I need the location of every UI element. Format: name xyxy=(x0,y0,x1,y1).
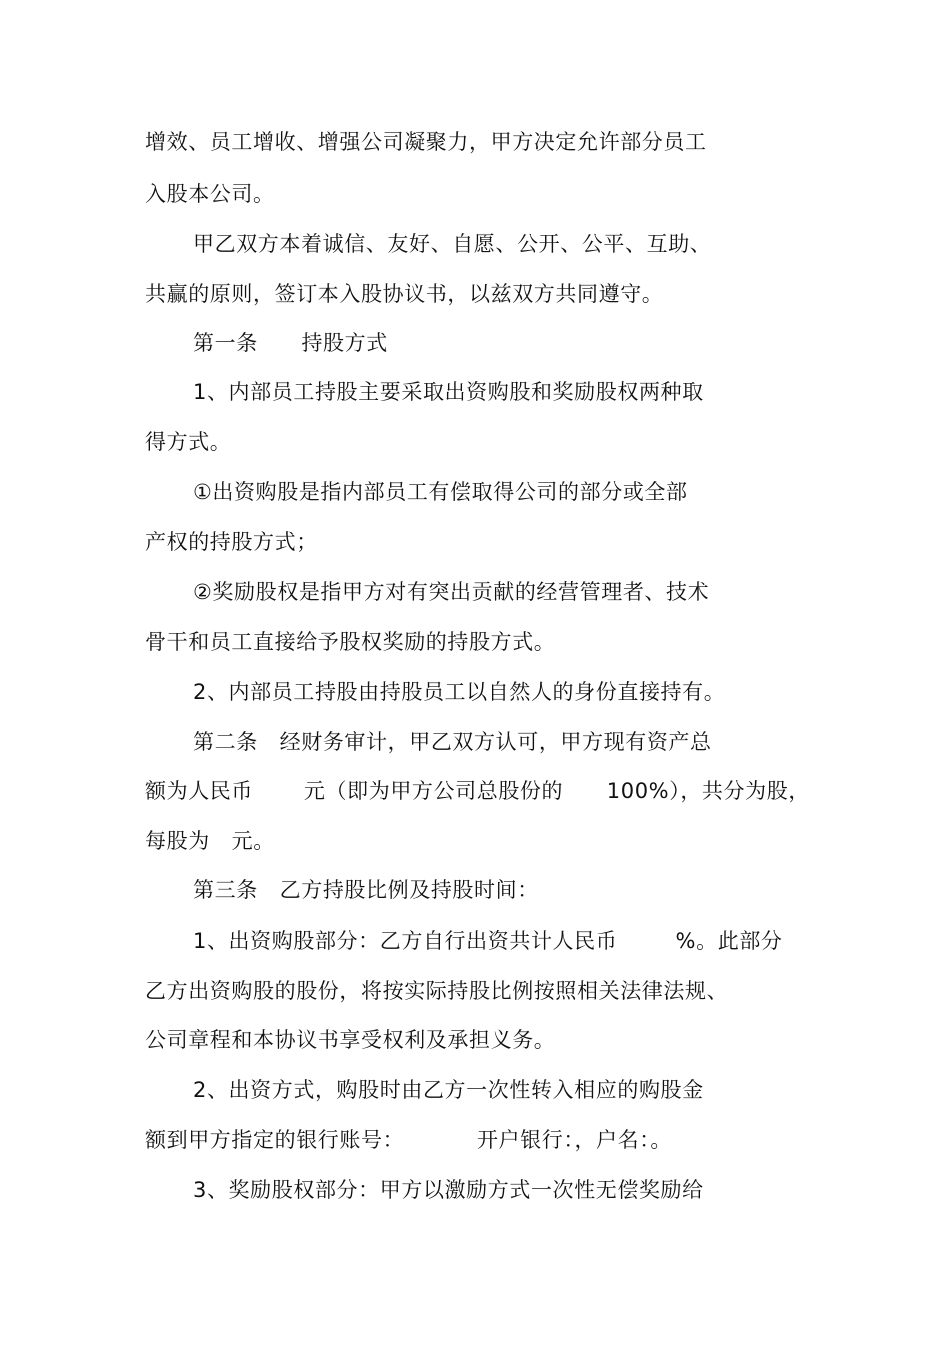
paragraph-line: 2、内部员工持股由持股员工以自然人的身份直接持有。 xyxy=(193,680,726,704)
paragraph-line: 得方式。 xyxy=(145,430,232,454)
article-heading: 第二条 经财务审计，甲乙双方认可，甲方现有资产总 xyxy=(193,730,712,754)
paragraph-line: 公司章程和本协议书享受权利及承担义务。 xyxy=(145,1028,556,1052)
paragraph-line: 甲乙双方本着诚信、友好、自愿、公开、公平、互助、 xyxy=(193,232,712,256)
paragraph-line: 1、内部员工持股主要采取出资购股和奖励股权两种取 xyxy=(193,380,704,404)
paragraph-line: 1、出资购股部分：乙方自行出资共计人民币 %。此部分 xyxy=(193,929,783,953)
paragraph-line: 额到甲方指定的银行账号： 开户银行：，户名：。 xyxy=(145,1128,672,1152)
article-heading: 第一条 持股方式 xyxy=(193,331,388,355)
paragraph-line: 增效、员工增收、增强公司凝聚力，甲方决定允许部分员工 xyxy=(145,130,707,154)
paragraph-line: 共赢的原则，签订本入股协议书，以兹双方共同遵守。 xyxy=(145,282,664,306)
paragraph-line: 产权的持股方式； xyxy=(145,530,318,554)
paragraph-line: ①出资购股是指内部员工有偿取得公司的部分或全部 xyxy=(193,480,688,504)
article-heading: 第三条 乙方持股比例及持股时间： xyxy=(193,878,539,902)
paragraph-line: 2、出资方式，购股时由乙方一次性转入相应的购股金 xyxy=(193,1078,704,1102)
paragraph-line: 入股本公司。 xyxy=(145,182,275,206)
paragraph-line: 骨干和员工直接给予股权奖励的持股方式。 xyxy=(145,630,556,654)
paragraph-line: ②奖励股权是指甲方对有突出贡献的经营管理者、技术 xyxy=(193,580,710,604)
paragraph-line: 3、奖励股权部分：甲方以激励方式一次性无偿奖励给 xyxy=(193,1178,704,1202)
paragraph-line: 额为人民币 元（即为甲方公司总股份的 100%），共分为股， xyxy=(145,779,810,803)
paragraph-line: 乙方出资购股的股份，将按实际持股比例按照相关法律法规、 xyxy=(145,979,729,1003)
paragraph-line: 每股为 元。 xyxy=(145,829,275,853)
